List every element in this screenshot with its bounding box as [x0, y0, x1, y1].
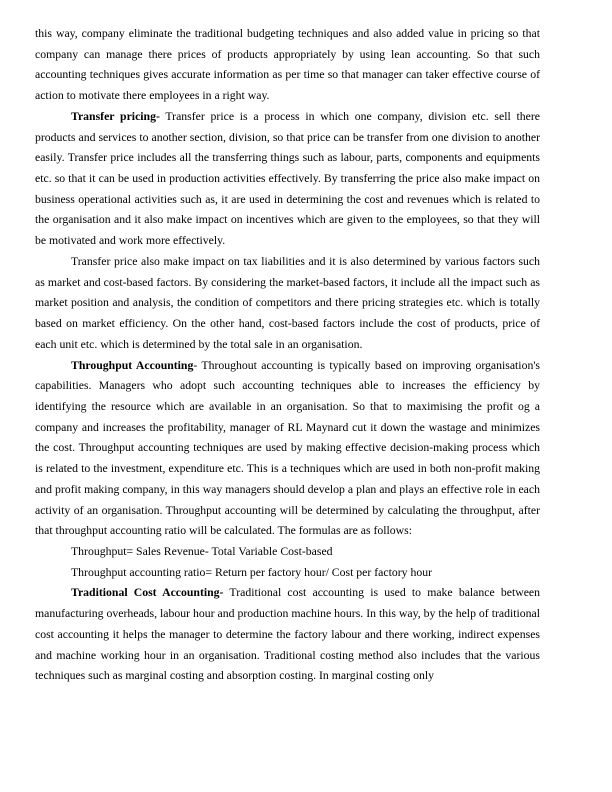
body-throughput-accounting: - Throughout accounting is typically based on improving organisation's capabilities. Managers who adopt such accounting techniques able to increases the efficiency by identifying the resource which are available in an organisation. So that to maximising the profit og a company and increases the profitability, manager of RL Maynard cut it down the wastage and minimizes the cost. Throughput accounting techniques are used by making effective decision-making process which is related to the investment, expenditure etc. This is a techniques which are used in both non-profit making and profit making company, in this way managers should develop a plan and plays an effective role in each activity of an organisation. Throughput accounting will be determined by calculating the throughput, after that throughput accounting ratio will be calculated. The formulas are as follows: — [35, 358, 541, 538]
paragraph-transfer-price-tax: Transfer price also make impact on tax liabilities and it is also determined by various factors such as market and cost-based factors. By considering the market-based factors, it include all the impact such as market position and analysis, the condition of competitors and there pricing strategies etc. which is totally based on market efficiency. On the other hand, cost-based factors include the cost of products, price of each unit etc. which is determined by the total sale in an organisation. — [35, 254, 540, 351]
formula-throughput: Throughput= Sales Revenue- Total Variable Cost-based — [71, 544, 333, 558]
paragraph-lean-accounting-continued: this way, company eliminate the traditional budgeting techniques and also added value in pricing so that company can manage there prices of products appropriately by using lean accounting. So that such accounting techniques gives accurate information as per time so that manager can taker effective course of action to motivate there employees in a right way. — [35, 27, 540, 103]
body-transfer-pricing: Transfer price is a process in which one company, division etc. sell there products and services to another section, division, so that price can be transfer from one division to another easily. Transfer price includes all the transferring things such as labour, parts, components and equipments etc. so that it can be used in production activities effectively. By transferring the price also make impact on business operational activities such as, it are used in determining the cost and revenues which is related to the organisation and it also make impact on incentives which are given to the employees, so that they will be motivated and work more effectively. — [35, 109, 540, 248]
paragraph-transfer-pricing — [35, 107, 540, 252]
heading-traditional-cost-accounting: Traditional Cost Accounting- — [71, 586, 224, 600]
heading-transfer-pricing: Transfer pricing- — [71, 109, 160, 123]
heading-throughput-accounting: Throughput Accounting — [71, 358, 194, 372]
paragraph-throughput-accounting — [35, 356, 540, 542]
document-page — [35, 24, 540, 687]
body-traditional-cost-accounting: Traditional cost accounting is used to make balance between manufacturing overheads, labour hour and production machine hours. In this way, by the help of traditional cost accounting it helps the manager to determine the factory labour and there working, indirect expenses and machine working hour in an organisation. Traditional costing method also includes that the various techniques such as marginal costing and absorption costing. In marginal costing only — [35, 586, 541, 683]
paragraph-traditional-cost-accounting — [35, 583, 540, 687]
formula-throughput-ratio: Throughput accounting ratio= Return per factory hour/ Cost per factory hour — [71, 565, 432, 579]
